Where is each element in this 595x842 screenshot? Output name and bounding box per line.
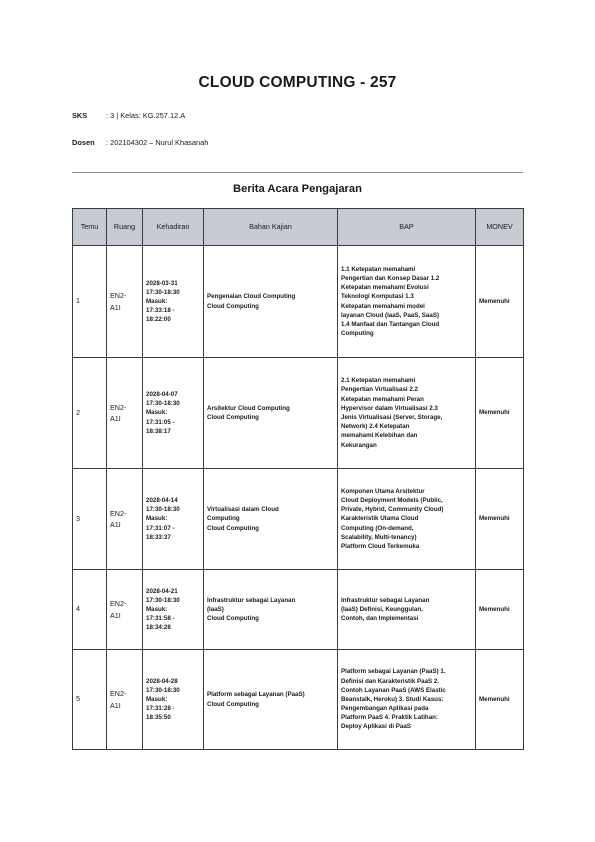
cell-monev: Memenuhi <box>476 650 524 750</box>
cell-bahan-kajian: Infrastruktur sebagai Layanan (IaaS) Cloud Computing <box>204 570 338 650</box>
cell-temu: 3 <box>73 469 107 570</box>
cell-kehadiran: 2028-04-21 17:30-18:30 Masuk: 17:31:58 - 18:34:28 <box>143 570 204 650</box>
dosen-value: : 202104302 – Nurul Khasanah <box>106 138 209 147</box>
cell-bap: Infrastruktur sebagai Layanan (IaaS) Definisi, Keunggulan, Contoh, dan Implementasi <box>338 570 476 650</box>
table-header-row <box>73 209 524 246</box>
sks-label: SKS <box>72 111 88 120</box>
dosen-row <box>72 138 208 147</box>
bap-table <box>72 208 524 750</box>
dosen-label: Dosen <box>72 138 95 147</box>
cell-monev: Memenuhi <box>476 358 524 469</box>
section-title: Berita Acara Pengajaran <box>233 183 362 195</box>
kelas-value: KG.257.12.A <box>142 111 186 120</box>
cell-monev: Memenuhi <box>476 469 524 570</box>
table-row <box>73 650 524 750</box>
cell-monev: Memenuhi <box>476 246 524 358</box>
cell-kehadiran: 2028-04-28 17:30-18:30 Masuk: 17:31:28 - 18:35:50 <box>143 650 204 750</box>
cell-bap: Platform sebagai Layanan (PaaS) 1. Definisi dan Karakteristik PaaS 2. Contoh Layanan PaaS (AWS Elastic Beanstalk, Heroku) 3. Studi Kasus: Pengembangan Aplikasi pada Platform PaaS 4. Praktik Latihan: Deploy Aplikasi di PaaS <box>338 650 476 750</box>
cell-kehadiran: 2028-04-07 17:30-18:30 Masuk: 17:31:05 - 18:38:17 <box>143 358 204 469</box>
cell-ruang: EN2- A1I <box>107 246 143 358</box>
table-row <box>73 246 524 358</box>
cell-bap: 1.1 Ketepatan memahami Pengertian dan Konsep Dasar 1.2 Ketepatan memahami Evolusi Teknologi Komputasi 1.3 Ketepatan memahami model layanan Cloud (IaaS, PaaS, SaaS) 1.4 Manfaat dan Tantangan Cloud Computing <box>338 246 476 358</box>
cell-ruang: EN2- A1I <box>107 570 143 650</box>
header-temu: Temu <box>73 209 107 246</box>
cell-temu: 5 <box>73 650 107 750</box>
cell-ruang: EN2- A1I <box>107 650 143 750</box>
table-row <box>73 469 524 570</box>
sks-row <box>72 111 185 120</box>
header-ruang: Ruang <box>107 209 143 246</box>
header-kehadiran: Kehadiran <box>143 209 204 246</box>
cell-bap: 2.1 Ketepatan memahami Pengertian Virtualisasi 2.2 Ketepatan memahami Peran Hypervisor dalam Virtualisasi 2.3 Jenis Virtualisasi (Server, Storage, Network) 2.4 Ketepatan memahami Kelebihan dan Kekurangan <box>338 358 476 469</box>
cell-ruang: EN2- A1I <box>107 358 143 469</box>
header-bap: BAP <box>338 209 476 246</box>
cell-monev: Memenuhi <box>476 570 524 650</box>
cell-bahan-kajian: Pengenalan Cloud Computing Cloud Computing <box>204 246 338 358</box>
cell-kehadiran: 2028-03-31 17:30-18:30 Masuk: 17:33:18 - 18:22:00 <box>143 246 204 358</box>
cell-bahan-kajian: Platform sebagai Layanan (PaaS) Cloud Computing <box>204 650 338 750</box>
header-monev: MONEV <box>476 209 524 246</box>
cell-bahan-kajian: Arsitektur Cloud Computing Cloud Computing <box>204 358 338 469</box>
cell-temu: 1 <box>73 246 107 358</box>
cell-bap: Komponen Utama Arsitektur Cloud Deployment Models (Public, Private, Hybrid, Community Cloud) Karakteristik Utama Cloud Computing (On-demand, Scalability, Multi-tenancy) Platform Cloud Terkemuka <box>338 469 476 570</box>
cell-temu: 2 <box>73 358 107 469</box>
table-row <box>73 358 524 469</box>
header-bahan-kajian: Bahan Kajian <box>204 209 338 246</box>
table-row <box>73 570 524 650</box>
sks-value: : 3 | Kelas: <box>106 111 141 120</box>
cell-temu: 4 <box>73 570 107 650</box>
cell-kehadiran: 2028-04-14 17:30-18:30 Masuk: 17:31:07 - 18:33:37 <box>143 469 204 570</box>
cell-bahan-kajian: Virtualisasi dalam Cloud Computing Cloud Computing <box>204 469 338 570</box>
cell-ruang: EN2- A1I <box>107 469 143 570</box>
divider <box>72 172 523 173</box>
page-title: CLOUD COMPUTING - 257 <box>198 74 397 91</box>
